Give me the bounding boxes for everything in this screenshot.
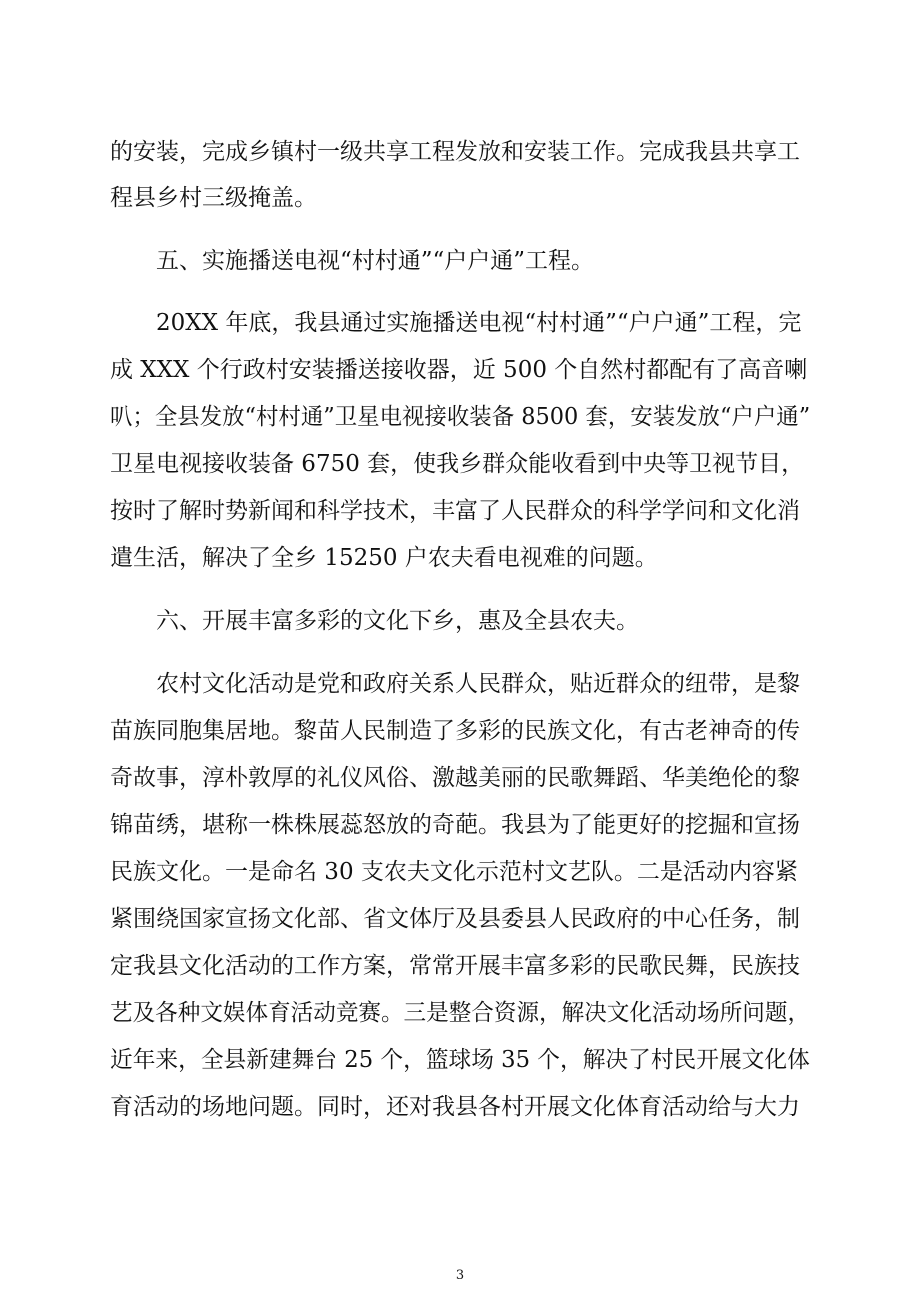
paragraph-5-line-7: 定我县文化活动的工作方案，常常开展丰富多彩的民歌民舞，民族技 [110, 953, 800, 979]
paragraph-3-line-1: 20XX 年底，我县通过实施播送电视“村村通”“户户通”工程，完 [156, 310, 802, 336]
paragraph-5-line-8: 艺及各种文娱体育活动竞赛。三是整合资源，解决文化活动场所问题， [110, 1000, 811, 1026]
paragraph-3-line-5: 按时了解时势新闻和科学技术，丰富了人民群众的科学学问和文化消 [110, 498, 800, 524]
paragraph-5-line-4: 锦苗绣，堪称一株株展蕊怒放的奇葩。我县为了能更好的挖掘和宣扬 [110, 812, 800, 838]
paragraph-3-line-6: 遣生活，解决了全乡 15250 户农夫看电视难的问题。 [110, 545, 658, 571]
paragraph-3-line-3: 叭；全县发放“村村通”卫星电视接收装备 8500 套，安装发放“户户通” [110, 404, 811, 430]
paragraph-5-line-10: 育活动的场地问题。同时，还对我县各村开展文化体育活动给与大力 [110, 1094, 800, 1120]
section-heading-6: 六、开展丰富多彩的文化下乡，惠及全县农夫。 [156, 608, 639, 634]
paragraph-5-line-3: 奇故事，淳朴敦厚的礼仪风俗、激越美丽的民歌舞蹈、华美绝伦的黎 [110, 765, 800, 791]
paragraph-5-line-5: 民族文化。一是命名 30 支农夫文化示范村文艺队。二是活动内容紧 [110, 859, 798, 885]
page-number: 3 [455, 1268, 465, 1283]
paragraph-1-line-1: 的安装，完成乡镇村一级共享工程发放和安装工作。完成我县共享工 [110, 139, 800, 165]
paragraph-5-line-9: 近年来，全县新建舞台 25 个，篮球场 35 个，解决了村民开展文化体 [110, 1047, 810, 1073]
paragraph-5-line-2: 苗族同胞集居地。黎苗人民制造了多彩的民族文化，有古老神奇的传 [110, 718, 800, 744]
paragraph-3-line-2: 成 XXX 个行政村安装播送接收器，近 500 个自然村都配有了高音喇 [110, 357, 808, 383]
paragraph-3-line-4: 卫星电视接收装备 6750 套，使我乡群众能收看到中央等卫视节目， [110, 451, 805, 477]
section-heading-5: 五、实施播送电视“村村通”“户户通”工程。 [156, 248, 595, 274]
paragraph-1-line-2: 程县乡村三级掩盖。 [110, 185, 317, 211]
paragraph-5-line-6: 紧围绕国家宣扬文化部、省文体厅及县委县人民政府的中心任务，制 [110, 906, 800, 932]
paragraph-5-line-1: 农村文化活动是党和政府关系人民群众，贴近群众的纽带，是黎 [156, 671, 800, 697]
